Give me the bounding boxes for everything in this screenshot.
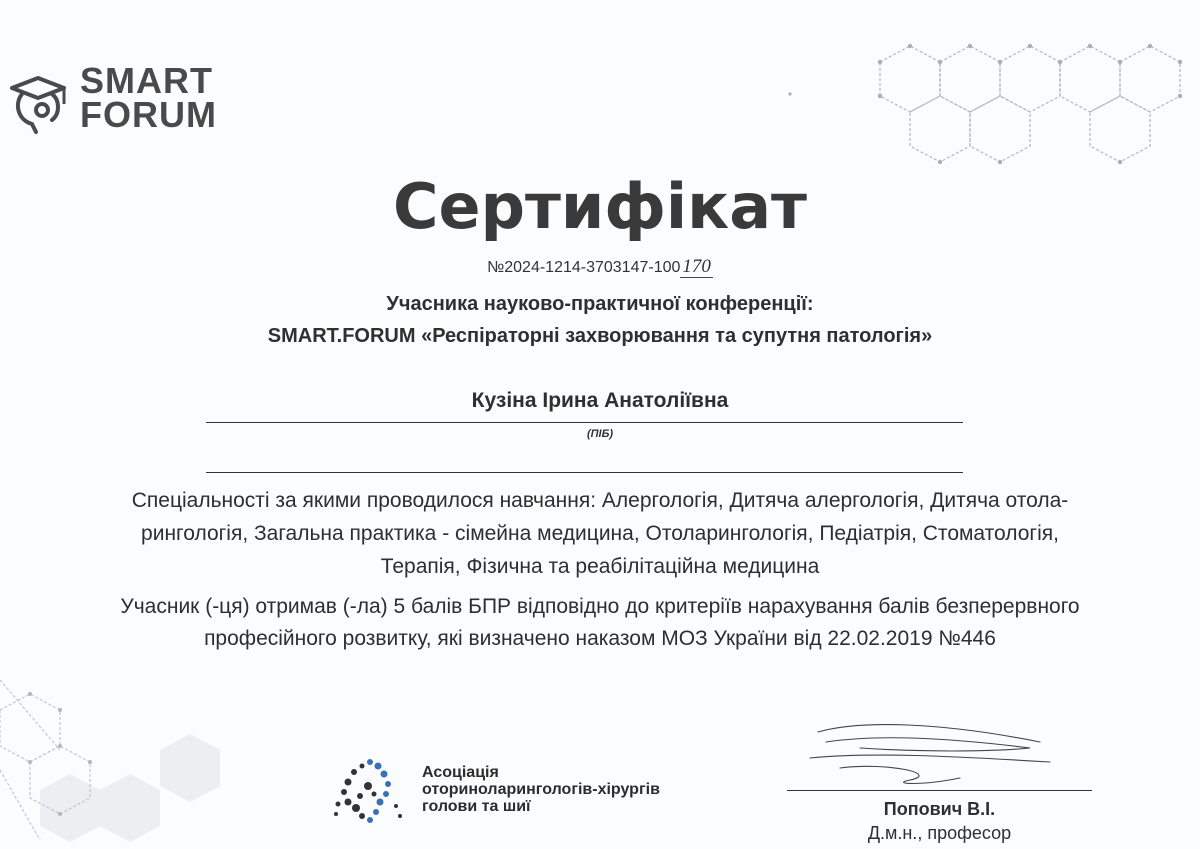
hexagon-network-decoration-bottom: [0, 640, 330, 849]
participant-name: Кузіна Ірина Анатоліївна: [471, 389, 729, 412]
certificate-number-handwritten: 170: [682, 256, 711, 277]
dotted-head-icon: [330, 756, 410, 828]
logo-line-1: SMART: [80, 60, 213, 101]
logo-wordmark: [80, 60, 217, 135]
logo-line-2: FORUM: [80, 94, 217, 135]
signature-line: [787, 790, 1092, 791]
signer-title: Д.м.н., професор: [867, 823, 1012, 843]
points-line-2: професійного розвитку, які визначено наказом МОЗ України від 22.02.2019 №446: [204, 627, 996, 650]
certificate-number: [0, 256, 1200, 278]
cpd-points-text: [20, 591, 1180, 655]
specialties-line-2: рингологія, Загальна практика - сімейна медицина, Отоларингологія, Педіатрія, Стоматологія,: [141, 522, 1059, 545]
specialties-line-3: Терапія, Фізична та реабілітаційна медицина: [380, 555, 820, 578]
conference-heading: Учасника науково-практичної конференції:: [386, 293, 814, 315]
specialties-line-1: Спеціальності за якими проводилося навчання: Алергологія, Дитяча алергологія, Дитяча отола-: [131, 489, 1069, 512]
certificate-title: Сертифікат: [393, 170, 807, 243]
conference-name: SMART.FORUM «Респіраторні захворювання та супутня патологія»: [267, 325, 933, 347]
graduation-cap-head-icon: [8, 70, 72, 134]
name-underline: [206, 422, 963, 423]
association-line-3: голови та шиї: [422, 798, 531, 815]
handwritten-signature: [800, 712, 1060, 792]
name-caption: (ПІБ): [586, 428, 614, 440]
points-line-1: Учасник (-ця) отримав (-ла) 5 балів БПР відповідно до критеріїв нарахування балів безперервного: [120, 595, 1080, 618]
specialties-text: [20, 484, 1180, 583]
association-line-2: оториноларингологів-хірургів: [422, 781, 660, 798]
smart-forum-logo: [8, 60, 238, 138]
blank-line: [206, 472, 963, 473]
signer-name: Попович В.І.: [883, 799, 996, 819]
association-line-1: Асоціація: [422, 764, 499, 781]
certificate-number-printed: №2024-1214-3703147-100: [487, 259, 681, 276]
association-name: [422, 764, 660, 815]
association-logo: [330, 756, 710, 836]
